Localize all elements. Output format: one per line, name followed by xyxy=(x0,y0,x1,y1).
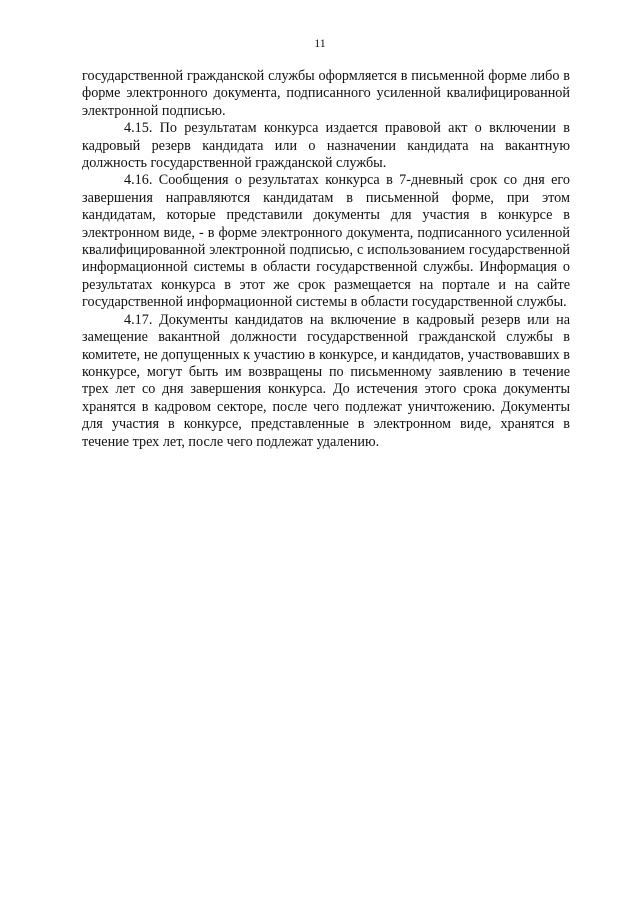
paragraph-4-15: 4.15. По результатам конкурса издается правовой акт о включении в кадровый резерв кандидата или о назначении кандидата на вакантную должность государственной гражданской службы. xyxy=(82,120,570,172)
page-number: 11 xyxy=(314,36,326,50)
document-body xyxy=(82,68,570,451)
paragraph-4-16: 4.16. Сообщения о результатах конкурса в 7-дневный срок со дня его завершения направляются кандидатам в письменной форме, при этом кандидатам, которые представили документы для участия в конкурсе в электронном виде, - в форме электронного документа, подписанного усиленной квалифицированной электронной подписью, с использованием государственной информационной системы в области государственной службы. Информация о результатах конкурса в этот же срок размещается на портале и на сайте государственной информационной системы в области государственной службы. xyxy=(82,172,570,311)
paragraph-4-17: 4.17. Документы кандидатов на включение в кадровый резерв или на замещение вакантной должности государственной гражданской службы в комитете, не допущенных к участию в конкурсе, и кандидатов, участвовавших в конкурсе, могут быть им возвращены по письменному заявлению в течение трех лет со дня завершения конкурса. До истечения этого срока документы хранятся в кадровом секторе, после чего подлежат уничтожению. Документы для участия в конкурсе, представленные в электронном виде, хранятся в течение трех лет, после чего подлежат удалению. xyxy=(82,311,570,450)
paragraph-continuation: государственной гражданской службы оформляется в письменной форме либо в форме электронного документа, подписанного усиленной квалифицированной электронной подписью. xyxy=(82,68,570,119)
